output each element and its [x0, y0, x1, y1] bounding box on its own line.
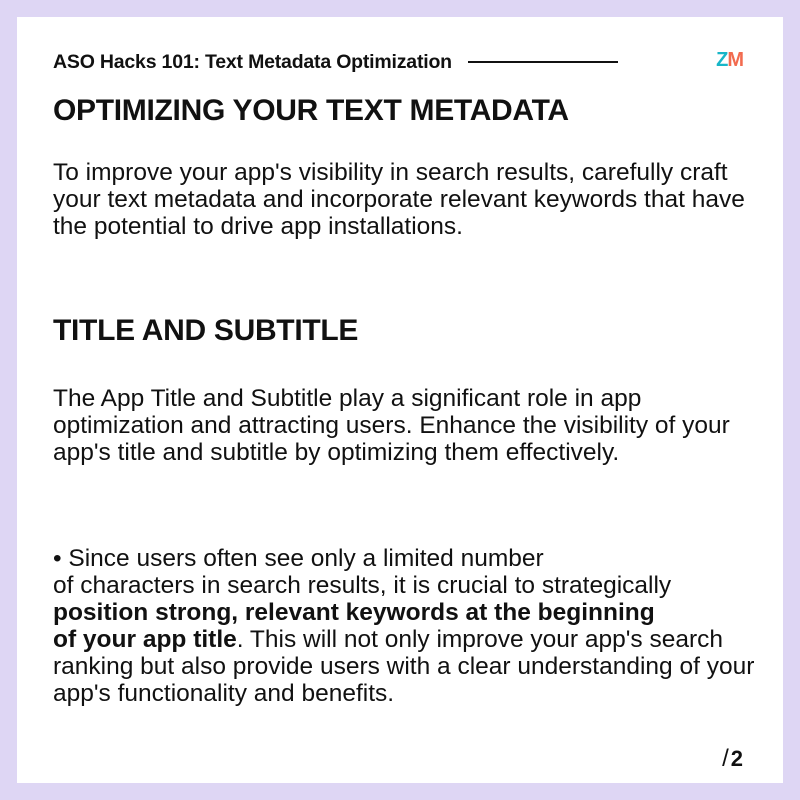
bullet-bold-line-2: of your app title	[53, 626, 237, 653]
section-body-text-metadata: To improve your app's visibility in search results, carefully craft your text metadata and incorporate relevant keywords that have the potential to drive app installations.	[53, 159, 745, 240]
series-title: ASO Hacks 101: Text Metadata Optimization	[53, 50, 452, 73]
slide-header	[53, 49, 747, 75]
section-heading-title-subtitle: TITLE AND SUBTITLE	[53, 314, 359, 347]
slide-card	[17, 17, 783, 783]
logo-letter-m: M	[727, 49, 743, 71]
bullet-line-1: • Since users often see only a limited number	[53, 545, 544, 572]
section-heading-text-metadata: OPTIMIZING YOUR TEXT METADATA	[53, 94, 569, 127]
bullet-rest: . This will not only improve your app's search ranking but also provide users with a clear understanding of your app's functionality and benefits.	[53, 626, 755, 707]
page-number-value: 2	[730, 746, 743, 771]
bullet-line-2: of characters in search results, it is crucial to strategically	[53, 572, 672, 599]
logo-letter-z: Z	[716, 49, 728, 71]
zm-logo	[716, 49, 743, 72]
bullet-bold-line-1: position strong, relevant keywords at the beginning	[53, 599, 655, 626]
page-slash: /	[722, 745, 729, 772]
bullet-point	[53, 545, 763, 707]
section-body-title-subtitle: The App Title and Subtitle play a significant role in app optimization and attracting users. Enhance the visibility of your app's title and subtitle by optimizing them effectively.	[53, 385, 730, 466]
page-number	[722, 745, 743, 773]
header-divider	[468, 61, 618, 63]
